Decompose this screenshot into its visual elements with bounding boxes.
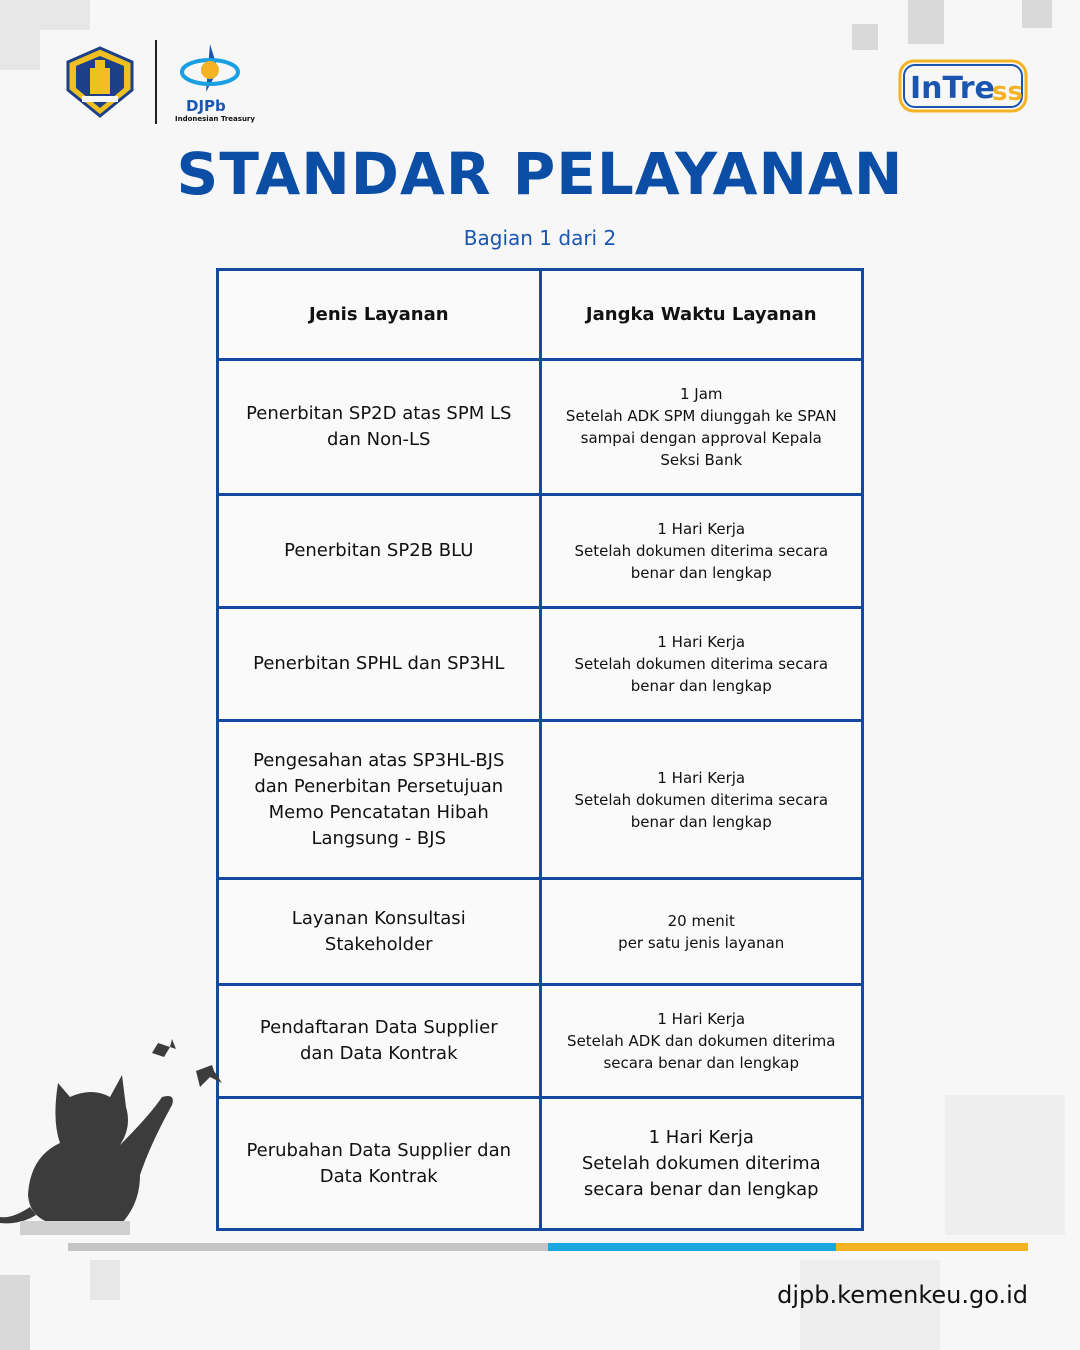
service-duration-line: Setelah ADK SPM diunggah ke SPAN xyxy=(565,407,837,425)
table-row xyxy=(218,879,863,985)
decor-pattern xyxy=(945,1095,1065,1235)
service-duration-line: benar dan lengkap xyxy=(630,677,772,695)
service-duration-line: Setelah dokumen diterima xyxy=(581,1152,821,1174)
service-duration-line: 1 Hari Kerja xyxy=(657,768,746,787)
service-duration-cell xyxy=(540,1098,863,1230)
service-name-line: Penerbitan SP2D atas SPM LS xyxy=(246,403,512,424)
service-duration-line: sampai dengan approval Kepala xyxy=(580,429,822,447)
service-duration-line: Setelah dokumen diterima secara xyxy=(574,542,829,560)
service-name-line: dan Data Kontrak xyxy=(299,1043,458,1064)
service-name-line: Langsung - BJS xyxy=(311,827,447,849)
service-name-cell xyxy=(218,879,541,985)
service-duration-line: 1 Hari Kerja xyxy=(648,1126,754,1148)
table-row xyxy=(218,721,863,879)
decor-pattern xyxy=(0,30,40,70)
djpb-name: DJPb xyxy=(186,97,226,115)
footer-bar-yellow xyxy=(836,1243,1028,1251)
service-duration-line: Setelah ADK dan dokumen diterima xyxy=(567,1032,836,1050)
table-row xyxy=(218,608,863,721)
table-row xyxy=(218,985,863,1098)
page-subtitle: Bagian 1 dari 2 xyxy=(463,226,617,250)
decor-square xyxy=(852,24,878,50)
service-duration-line: 1 Hari Kerja xyxy=(657,520,746,538)
page-title: STANDAR PELAYANAN xyxy=(176,140,904,208)
service-name-line: Penerbitan SP2B BLU xyxy=(284,540,474,561)
service-duration-line: 1 Hari Kerja xyxy=(657,1010,746,1028)
service-name-cell xyxy=(218,360,541,495)
service-duration-line: benar dan lengkap xyxy=(630,812,772,831)
service-duration-line: Setelah dokumen diterima secara xyxy=(574,790,829,809)
service-name-cell xyxy=(218,495,541,608)
logo-divider xyxy=(155,40,157,124)
decor-square xyxy=(90,1260,120,1300)
service-duration-line: benar dan lengkap xyxy=(630,564,772,582)
service-duration-cell xyxy=(540,879,863,985)
svg-text:ss: ss xyxy=(992,77,1023,107)
service-name-cell xyxy=(218,721,541,879)
service-duration-line: secara benar dan lengkap xyxy=(583,1178,819,1200)
decor-square xyxy=(0,1275,30,1350)
service-name-line: Pendaftaran Data Supplier xyxy=(259,1017,498,1038)
butterfly-icon xyxy=(152,1039,176,1057)
table-row xyxy=(218,360,863,495)
footer-bar-gray xyxy=(68,1243,548,1251)
service-duration-line: per satu jenis layanan xyxy=(618,933,785,952)
butterfly-icon xyxy=(196,1065,222,1087)
service-name-line: Pengesahan atas SP3HL-BJS xyxy=(253,749,505,771)
column-header-duration: Jangka Waktu Layanan xyxy=(540,270,863,360)
service-standards-table xyxy=(216,268,864,1231)
column-header-service: Jenis Layanan xyxy=(218,270,541,360)
footer-url[interactable]: djpb.kemenkeu.go.id xyxy=(777,1281,1028,1309)
service-duration-line: secara benar dan lengkap xyxy=(603,1054,800,1072)
service-name-cell xyxy=(218,608,541,721)
service-name-line: dan Non-LS xyxy=(327,429,431,450)
service-duration-line: 1 Hari Kerja xyxy=(657,633,746,651)
service-duration-cell xyxy=(540,721,863,879)
service-name-line: Penerbitan SPHL dan SP3HL xyxy=(253,653,505,674)
djpb-tagline: Indonesian Treasury xyxy=(175,115,255,123)
decor-pattern xyxy=(0,0,90,30)
svg-text:InTre: InTre xyxy=(910,71,995,106)
service-duration-line: 1 Jam xyxy=(679,385,723,403)
kemenkeu-emblem-icon xyxy=(62,46,138,118)
service-name-line: Stakeholder xyxy=(324,933,433,955)
service-duration-cell xyxy=(540,608,863,721)
service-name-line: dan Penerbitan Persetujuan xyxy=(254,775,504,797)
service-duration-line: Setelah dokumen diterima secara xyxy=(574,655,829,673)
table-row xyxy=(218,1098,863,1230)
footer-bar-cyan xyxy=(548,1243,836,1251)
service-duration-cell xyxy=(540,360,863,495)
service-name-line: Perubahan Data Supplier dan xyxy=(246,1139,512,1161)
service-name-line: Layanan Konsultasi xyxy=(291,907,466,929)
service-name-line: Data Kontrak xyxy=(319,1165,438,1187)
intress-logo-icon xyxy=(898,57,1030,115)
table-header-row xyxy=(218,270,863,360)
service-duration-cell xyxy=(540,985,863,1098)
table-row xyxy=(218,495,863,608)
service-name-cell xyxy=(218,985,541,1098)
service-name-cell xyxy=(218,1098,541,1230)
cat-silhouette-icon xyxy=(0,1035,250,1235)
service-duration-cell xyxy=(540,495,863,608)
service-duration-line: Seksi Bank xyxy=(660,451,743,469)
service-duration-line: 20 menit xyxy=(667,911,735,930)
service-name-line: Memo Pencatatan Hibah xyxy=(268,801,489,823)
decor-square xyxy=(1022,0,1052,28)
decor-square xyxy=(908,0,944,44)
